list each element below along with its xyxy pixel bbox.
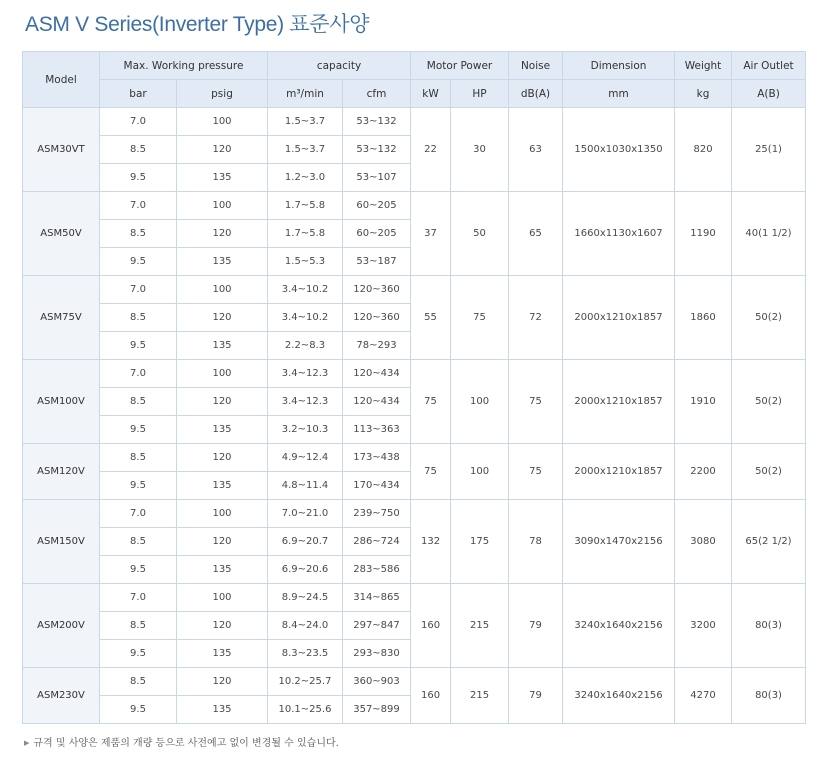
header-noise: Noise [509, 52, 563, 80]
pressure-psig: 135 [177, 248, 268, 276]
air-outlet: 80(3) [732, 668, 806, 724]
table-row [23, 192, 806, 220]
pressure-psig: 120 [177, 388, 268, 416]
pressure-bar: 7.0 [100, 108, 177, 136]
pressure-psig: 100 [177, 192, 268, 220]
noise-dba: 65 [509, 192, 563, 276]
noise-dba: 78 [509, 500, 563, 584]
motor-kw: 75 [411, 360, 451, 444]
capacity-m3min: 10.1~25.6 [268, 696, 343, 724]
model-name: ASM75V [23, 276, 100, 360]
model-name: ASM30VT [23, 108, 100, 192]
model-name: ASM230V [23, 668, 100, 724]
capacity-m3min: 6.9~20.6 [268, 556, 343, 584]
dimension-mm: 2000x1210x1857 [563, 276, 675, 360]
capacity-m3min: 1.7~5.8 [268, 192, 343, 220]
pressure-psig: 120 [177, 444, 268, 472]
spec-table-header [23, 52, 806, 108]
pressure-psig: 100 [177, 584, 268, 612]
unit-kw: kW [411, 80, 451, 108]
capacity-m3min: 3.4~12.3 [268, 388, 343, 416]
capacity-m3min: 8.4~24.0 [268, 612, 343, 640]
capacity-m3min: 4.9~12.4 [268, 444, 343, 472]
header-weight: Weight [675, 52, 732, 80]
motor-hp: 215 [451, 668, 509, 724]
pressure-bar: 8.5 [100, 388, 177, 416]
table-row [23, 584, 806, 612]
table-row [23, 444, 806, 472]
footnote [24, 734, 339, 749]
air-outlet: 40(1 1/2) [732, 192, 806, 276]
motor-hp: 30 [451, 108, 509, 192]
footnote-text: 규격 및 사양은 제품의 개량 등으로 사전예고 없이 변경될 수 있습니다. [33, 738, 339, 749]
model-name: ASM100V [23, 360, 100, 444]
dimension-mm: 3240x1640x2156 [563, 668, 675, 724]
unit-dba: dB(A) [509, 80, 563, 108]
noise-dba: 75 [509, 444, 563, 500]
header-dimension: Dimension [563, 52, 675, 80]
motor-kw: 160 [411, 584, 451, 668]
unit-psig: psig [177, 80, 268, 108]
pressure-psig: 100 [177, 276, 268, 304]
weight-kg: 1190 [675, 192, 732, 276]
motor-hp: 100 [451, 444, 509, 500]
capacity-m3min: 3.4~10.2 [268, 276, 343, 304]
pressure-bar: 8.5 [100, 612, 177, 640]
capacity-m3min: 10.2~25.7 [268, 668, 343, 696]
air-outlet: 80(3) [732, 584, 806, 668]
capacity-cfm: 297~847 [343, 612, 411, 640]
capacity-cfm: 60~205 [343, 220, 411, 248]
pressure-bar: 9.5 [100, 556, 177, 584]
pressure-psig: 120 [177, 136, 268, 164]
spec-table [22, 51, 806, 724]
motor-kw: 37 [411, 192, 451, 276]
unit-mm: mm [563, 80, 675, 108]
motor-kw: 22 [411, 108, 451, 192]
capacity-m3min: 1.2~3.0 [268, 164, 343, 192]
unit-kg: kg [675, 80, 732, 108]
model-name: ASM120V [23, 444, 100, 500]
header-row-top [23, 52, 806, 80]
pressure-psig: 120 [177, 668, 268, 696]
model-name: ASM200V [23, 584, 100, 668]
model-name: ASM50V [23, 192, 100, 276]
pressure-psig: 120 [177, 612, 268, 640]
weight-kg: 3200 [675, 584, 732, 668]
capacity-cfm: 170~434 [343, 472, 411, 500]
capacity-cfm: 360~903 [343, 668, 411, 696]
capacity-cfm: 314~865 [343, 584, 411, 612]
pressure-bar: 8.5 [100, 304, 177, 332]
unit-cfm: cfm [343, 80, 411, 108]
capacity-cfm: 286~724 [343, 528, 411, 556]
pressure-psig: 120 [177, 304, 268, 332]
pressure-bar: 9.5 [100, 696, 177, 724]
capacity-m3min: 6.9~20.7 [268, 528, 343, 556]
pressure-bar: 7.0 [100, 500, 177, 528]
pressure-psig: 100 [177, 360, 268, 388]
capacity-cfm: 53~187 [343, 248, 411, 276]
pressure-psig: 135 [177, 332, 268, 360]
weight-kg: 820 [675, 108, 732, 192]
noise-dba: 79 [509, 584, 563, 668]
table-row [23, 360, 806, 388]
motor-hp: 215 [451, 584, 509, 668]
pressure-bar: 8.5 [100, 136, 177, 164]
capacity-m3min: 3.4~12.3 [268, 360, 343, 388]
capacity-m3min: 1.7~5.8 [268, 220, 343, 248]
pressure-psig: 100 [177, 500, 268, 528]
capacity-cfm: 239~750 [343, 500, 411, 528]
table-row [23, 668, 806, 696]
capacity-m3min: 1.5~3.7 [268, 108, 343, 136]
table-row [23, 500, 806, 528]
dimension-mm: 2000x1210x1857 [563, 360, 675, 444]
capacity-m3min: 3.2~10.3 [268, 416, 343, 444]
unit-m3min: m³/min [268, 80, 343, 108]
pressure-psig: 120 [177, 220, 268, 248]
capacity-cfm: 120~434 [343, 360, 411, 388]
capacity-cfm: 113~363 [343, 416, 411, 444]
pressure-bar: 9.5 [100, 640, 177, 668]
pressure-bar: 7.0 [100, 276, 177, 304]
header-row-units [23, 80, 806, 108]
capacity-cfm: 60~205 [343, 192, 411, 220]
capacity-cfm: 283~586 [343, 556, 411, 584]
capacity-m3min: 3.4~10.2 [268, 304, 343, 332]
weight-kg: 3080 [675, 500, 732, 584]
capacity-cfm: 173~438 [343, 444, 411, 472]
capacity-m3min: 7.0~21.0 [268, 500, 343, 528]
page-title: ASM V Series(Inverter Type) 표준사양 [25, 13, 370, 36]
pressure-psig: 135 [177, 556, 268, 584]
header-pressure: Max. Working pressure [100, 52, 268, 80]
capacity-cfm: 120~360 [343, 276, 411, 304]
motor-kw: 132 [411, 500, 451, 584]
pressure-psig: 135 [177, 696, 268, 724]
pressure-bar: 8.5 [100, 528, 177, 556]
capacity-cfm: 293~830 [343, 640, 411, 668]
pressure-bar: 7.0 [100, 192, 177, 220]
table-row [23, 276, 806, 304]
weight-kg: 2200 [675, 444, 732, 500]
dimension-mm: 3090x1470x2156 [563, 500, 675, 584]
noise-dba: 63 [509, 108, 563, 192]
pressure-bar: 9.5 [100, 472, 177, 500]
unit-hp: HP [451, 80, 509, 108]
pressure-bar: 9.5 [100, 164, 177, 192]
capacity-m3min: 4.8~11.4 [268, 472, 343, 500]
pressure-bar: 8.5 [100, 668, 177, 696]
motor-kw: 160 [411, 668, 451, 724]
motor-hp: 50 [451, 192, 509, 276]
dimension-mm: 3240x1640x2156 [563, 584, 675, 668]
noise-dba: 72 [509, 276, 563, 360]
pressure-bar: 8.5 [100, 220, 177, 248]
air-outlet: 65(2 1/2) [732, 500, 806, 584]
dimension-mm: 1500x1030x1350 [563, 108, 675, 192]
motor-hp: 75 [451, 276, 509, 360]
pressure-bar: 7.0 [100, 584, 177, 612]
dimension-mm: 1660x1130x1607 [563, 192, 675, 276]
unit-bar: bar [100, 80, 177, 108]
noise-dba: 75 [509, 360, 563, 444]
bullet-arrow-icon: ▶ [24, 739, 30, 747]
capacity-cfm: 53~132 [343, 136, 411, 164]
unit-ab: A(B) [732, 80, 806, 108]
pressure-psig: 100 [177, 108, 268, 136]
capacity-cfm: 53~107 [343, 164, 411, 192]
weight-kg: 1860 [675, 276, 732, 360]
header-model: Model [23, 52, 100, 108]
weight-kg: 4270 [675, 668, 732, 724]
pressure-bar: 9.5 [100, 416, 177, 444]
capacity-m3min: 1.5~3.7 [268, 136, 343, 164]
table-row [23, 108, 806, 136]
capacity-cfm: 120~434 [343, 388, 411, 416]
pressure-psig: 135 [177, 472, 268, 500]
pressure-psig: 135 [177, 164, 268, 192]
pressure-psig: 120 [177, 528, 268, 556]
motor-kw: 75 [411, 444, 451, 500]
capacity-m3min: 8.3~23.5 [268, 640, 343, 668]
capacity-m3min: 1.5~5.3 [268, 248, 343, 276]
pressure-bar: 9.5 [100, 248, 177, 276]
air-outlet: 50(2) [732, 276, 806, 360]
pressure-psig: 135 [177, 640, 268, 668]
pressure-psig: 135 [177, 416, 268, 444]
air-outlet: 50(2) [732, 360, 806, 444]
pressure-bar: 8.5 [100, 444, 177, 472]
motor-hp: 175 [451, 500, 509, 584]
pressure-bar: 7.0 [100, 360, 177, 388]
header-air-outlet: Air Outlet [732, 52, 806, 80]
air-outlet: 50(2) [732, 444, 806, 500]
spec-table-body [23, 108, 806, 724]
header-capacity: capacity [268, 52, 411, 80]
capacity-m3min: 2.2~8.3 [268, 332, 343, 360]
pressure-bar: 9.5 [100, 332, 177, 360]
noise-dba: 79 [509, 668, 563, 724]
motor-kw: 55 [411, 276, 451, 360]
weight-kg: 1910 [675, 360, 732, 444]
capacity-cfm: 53~132 [343, 108, 411, 136]
header-motor-power: Motor Power [411, 52, 509, 80]
air-outlet: 25(1) [732, 108, 806, 192]
dimension-mm: 2000x1210x1857 [563, 444, 675, 500]
capacity-cfm: 357~899 [343, 696, 411, 724]
capacity-cfm: 120~360 [343, 304, 411, 332]
model-name: ASM150V [23, 500, 100, 584]
motor-hp: 100 [451, 360, 509, 444]
capacity-cfm: 78~293 [343, 332, 411, 360]
capacity-m3min: 8.9~24.5 [268, 584, 343, 612]
